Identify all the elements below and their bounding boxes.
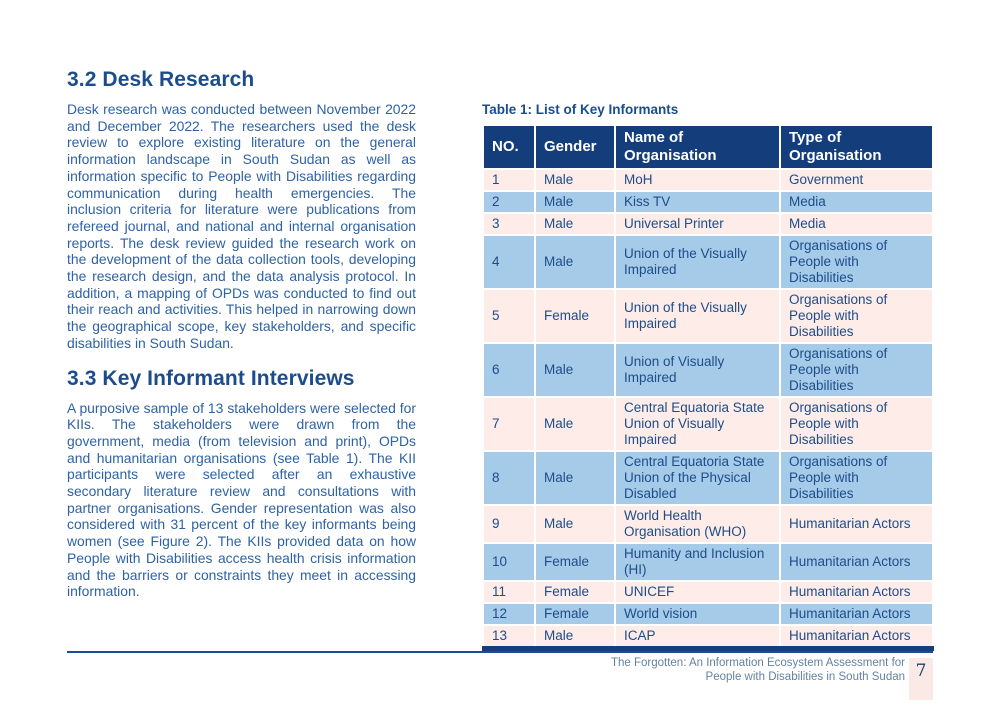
table-cell: MoH [615,169,780,191]
table-cell: 8 [483,451,535,505]
table-row [483,169,933,191]
footer-citation-line2: People with Disabilities in South Sudan [705,670,905,683]
table-cell: Humanitarian Actors [780,505,933,543]
table-header-cell-gender: Gender [535,125,615,169]
table-cell: Humanitarian Actors [780,625,933,649]
table-header-cell-type-of-organisation: Type of Organisation [780,125,933,169]
table-cell: Male [535,505,615,543]
table-cell: World Health Organisation (WHO) [615,505,780,543]
table-cell: Humanitarian Actors [780,603,933,625]
page-number: 7 [915,661,927,681]
table-row [483,235,933,289]
table-row [483,603,933,625]
table-row [483,213,933,235]
text-column [67,68,416,600]
footer-citation-line1: The Forgotten: An Information Ecosystem Assessment for [610,657,905,669]
table-cell: ICAP [615,625,780,649]
table-row [483,543,933,581]
table-cell: Union of the Visually Impaired [615,235,780,289]
table-cell: Organisations of People with Disabilities [780,235,933,289]
table-cell: Union of the Visually Impaired [615,289,780,343]
table-cell: 4 [483,235,535,289]
table-cell: Male [535,343,615,397]
table-cell: 9 [483,505,535,543]
table-row [483,343,933,397]
table-cell: Male [535,451,615,505]
table-cell: Union of Visually Impaired [615,343,780,397]
section-heading-desk-research: 3.2 Desk Research [67,68,255,91]
table-cell: World vision [615,603,780,625]
table-cell: Media [780,191,933,213]
table-cell: Organisations of People with Disabilities [780,343,933,397]
table-cell: 11 [483,581,535,603]
table-cell: Female [535,603,615,625]
table-cell: Male [535,235,615,289]
table-cell: 5 [483,289,535,343]
table-cell: Female [535,289,615,343]
informants-table-body [483,169,933,649]
footer-citation [611,657,905,685]
table-row [483,505,933,543]
table-cell: Male [535,169,615,191]
table-cell: Humanitarian Actors [780,543,933,581]
table-cell: Male [535,625,615,649]
table-cell: Kiss TV [615,191,780,213]
table-cell: Male [535,397,615,451]
table-cell: 7 [483,397,535,451]
table-cell: Humanitarian Actors [780,581,933,603]
body-paragraph-key-informant-interviews: A purposive sample of 13 stakeholders were selected for KIIs. The stakeholders were drawn from the government, media (from television and print), OPDs and humanitarian organisations (see Table 1). The KII participants were selected after an exhaustive secondary literature review and consultations with partner organisations. Gender representation was also considered with 31 percent of the key informants being women (see Figure 2). The KIIs provided data on how People with Disabilities access health crisis information and the barriers or constraints they meet in accessing information. [67,399,416,600]
table-cell: Media [780,213,933,235]
table-row [483,289,933,343]
body-paragraph-desk-research: Desk research was conducted between November 2022 and December 2022. The researchers used the desk review to explore existing literature on the general information landscape in South Sudan as well as information specific to People with Disabilities regarding communication during health emergencies. The inclusion criteria for literature were publications from refereed journal, and national and internal organisation reports. The desk review guided the research work on the development of the data collection tools, developing the research design, and the data analysis protocol. In addition, a mapping of OPDs was conducted to find out their reach and activities. This helped in narrowing down the geographical scope, key stakeholders, and specific disabilities in South Sudan. [67,101,416,351]
table-cell: Universal Printer [615,213,780,235]
table-cell: Male [535,213,615,235]
table-cell: Government [780,169,933,191]
table-panel [482,102,932,651]
table-cell: Humanity and Inclusion (HI) [615,543,780,581]
table-header-row [483,125,933,169]
section-heading-key-informant-interviews: 3.3 Key Informant Interviews [67,366,355,390]
table-title: Table 1: List of Key Informants [482,102,679,117]
table-cell: Female [535,581,615,603]
table-cell: 2 [483,191,535,213]
table-row [483,625,933,649]
table-cell: Male [535,191,615,213]
footer-row [67,653,933,700]
page-number-box [909,658,933,700]
table-cell: Female [535,543,615,581]
table-header-cell-no: NO. [483,125,535,169]
table-cell: 13 [483,625,535,649]
table-cell: Organisations of People with Disabilities [780,289,933,343]
table-header-cell-name-of-organisation: Name of Organisation [615,125,780,169]
table-cell: Central Equatoria State Union of Visually Impaired [615,397,780,451]
table-cell: 3 [483,213,535,235]
table-cell: Organisations of People with Disabilities [780,397,933,451]
table-row [483,397,933,451]
table-row [483,191,933,213]
footer [67,651,933,700]
table-row [483,581,933,603]
table-cell: Central Equatoria State Union of the Physical Disabled [615,451,780,505]
table-cell: 6 [483,343,535,397]
table-cell: 10 [483,543,535,581]
table-row [483,451,933,505]
table-cell: 12 [483,603,535,625]
table-header [483,125,933,169]
table-cell: UNICEF [615,581,780,603]
table-cell: 1 [483,169,535,191]
table-cell: Organisations of People with Disabilities [780,451,933,505]
informants-table [482,124,934,651]
